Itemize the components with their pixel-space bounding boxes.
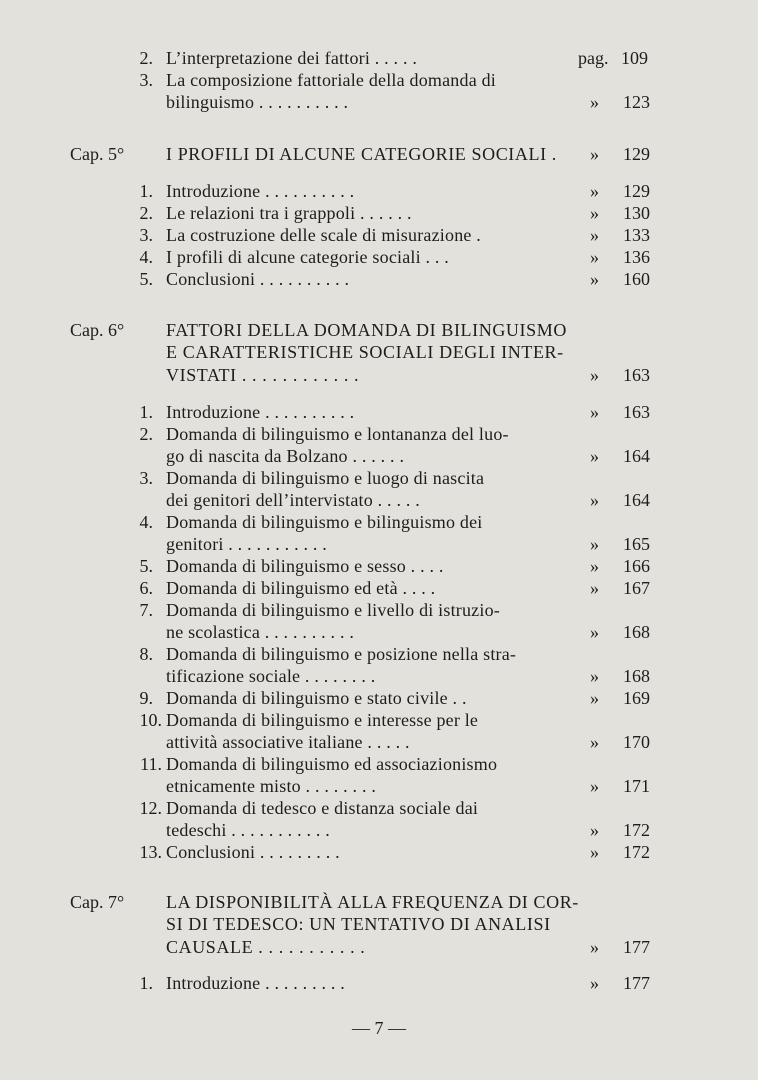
page-number-ref: 172 — [623, 820, 650, 840]
entry-title: Domanda di bilinguismo ed associazionismo — [166, 754, 498, 774]
entry-number: 3. — [139, 468, 153, 488]
entry-title: dei genitori dell’intervistato . . . . . — [166, 490, 420, 510]
entry-title: La composizione fattoriale della domanda di — [166, 70, 496, 90]
entry-number: 2. — [139, 424, 153, 444]
entry-number: 1. — [139, 181, 153, 201]
entry-title: Introduzione . . . . . . . . . . — [166, 402, 355, 422]
page-ref-marker: » — [590, 92, 599, 112]
page-ref-marker: » — [590, 402, 599, 422]
entry-title: L’interpretazione dei fattori . . . . . — [166, 48, 418, 68]
entry-number: 9. — [139, 688, 153, 708]
entry-title: La costruzione delle scale di misurazione . — [166, 225, 481, 245]
entry-title: Domanda di bilinguismo e sesso . . . . — [166, 556, 444, 576]
page-ref-marker: » — [590, 776, 599, 796]
page-ref-marker: » — [590, 578, 599, 598]
page-number-ref: 171 — [623, 776, 650, 796]
entry-number: 1. — [139, 973, 153, 993]
entry-number: 3. — [139, 225, 153, 245]
entry-title: tificazione sociale . . . . . . . . — [166, 666, 376, 686]
page-number-ref: 168 — [623, 666, 650, 686]
entry-title: VISTATI . . . . . . . . . . . . — [166, 365, 360, 385]
entry-number: 6. — [139, 578, 153, 598]
entry-number: 8. — [139, 644, 153, 664]
entry-number: 11. — [140, 754, 162, 774]
page-ref-marker: » — [590, 820, 599, 840]
entry-number: 5. — [139, 556, 153, 576]
entry-title: Domanda di bilinguismo e interesse per le — [166, 710, 479, 730]
page-number-ref: 129 — [623, 181, 650, 201]
chapter-label: Cap. 6° — [70, 320, 125, 340]
page-number-ref: 163 — [623, 365, 650, 385]
page-ref-marker: » — [590, 973, 599, 993]
entry-title: etnicamente misto . . . . . . . . — [166, 776, 377, 796]
entry-title: E CARATTERISTICHE SOCIALI DEGLI INTER- — [166, 342, 564, 362]
entry-number: 10. — [139, 710, 162, 730]
entry-number: 4. — [139, 512, 153, 532]
page-ref-marker: » — [590, 269, 599, 289]
entry-number: 3. — [139, 70, 153, 90]
page-ref-marker: » — [590, 181, 599, 201]
page-ref-marker: » — [590, 247, 599, 267]
page-ref-marker: » — [590, 732, 599, 752]
page-number-ref: 163 — [623, 402, 650, 422]
page-ref-marker: » — [590, 144, 599, 164]
entry-number: 13. — [139, 842, 162, 862]
entry-number: 2. — [139, 203, 153, 223]
page-number-ref: 169 — [623, 688, 650, 708]
entry-title: Introduzione . . . . . . . . . — [166, 973, 345, 993]
page-number-ref: 123 — [623, 92, 650, 112]
entry-title: FATTORI DELLA DOMANDA DI BILINGUISMO — [166, 320, 567, 340]
entry-title: tedeschi . . . . . . . . . . . — [166, 820, 330, 840]
page-ref-marker: » — [590, 365, 599, 385]
page-ref-marker: » — [590, 622, 599, 642]
entry-number: 1. — [139, 402, 153, 422]
entry-number: 4. — [139, 247, 153, 267]
page-number: — 7 — — [352, 1018, 406, 1038]
page-number-ref: 164 — [623, 446, 650, 466]
entry-title: Domanda di bilinguismo e posizione nella stra- — [166, 644, 517, 664]
entry-number: 7. — [139, 600, 153, 620]
entry-title: bilinguismo . . . . . . . . . . — [166, 92, 349, 112]
entry-number: 12. — [139, 798, 162, 818]
page-number-ref: 177 — [623, 973, 650, 993]
page-number-ref: 165 — [623, 534, 650, 554]
entry-title: attività associative italiane . . . . . — [166, 732, 410, 752]
page-ref-marker: » — [590, 446, 599, 466]
page-ref-marker: » — [590, 490, 599, 510]
entry-title: Domanda di tedesco e distanza sociale dai — [166, 798, 479, 818]
page-ref-marker: » — [590, 534, 599, 554]
entry-title: I PROFILI DI ALCUNE CATEGORIE SOCIALI . — [166, 144, 557, 164]
entry-title: CAUSALE . . . . . . . . . . . — [166, 937, 366, 957]
entry-title: genitori . . . . . . . . . . . — [166, 534, 327, 554]
page-ref-marker: » — [590, 203, 599, 223]
entry-title: I profili di alcune categorie sociali . . . — [166, 247, 449, 267]
page-number-ref: 164 — [623, 490, 650, 510]
entry-title: Domanda di bilinguismo e lontananza del luo- — [166, 424, 509, 444]
page-number-ref: 168 — [623, 622, 650, 642]
page-ref-marker: pag. — [578, 48, 609, 68]
entry-title: SI DI TEDESCO: UN TENTATIVO DI ANALISI — [166, 914, 551, 934]
entry-title: Domanda di bilinguismo e luogo di nascita — [166, 468, 485, 488]
entry-title: Domanda di bilinguismo e stato civile . . — [166, 688, 467, 708]
chapter-label: Cap. 7° — [70, 892, 125, 912]
entry-title: Introduzione . . . . . . . . . . — [166, 181, 355, 201]
chapter-label: Cap. 5° — [70, 144, 125, 164]
page-number-ref: 167 — [623, 578, 650, 598]
entry-title: go di nascita da Bolzano . . . . . . — [166, 446, 405, 466]
page-number-ref: 166 — [623, 556, 650, 576]
entry-title: Conclusioni . . . . . . . . . . — [166, 269, 350, 289]
page-number-ref: 177 — [623, 937, 650, 957]
page-number-ref: 160 — [623, 269, 650, 289]
page-ref-marker: » — [590, 556, 599, 576]
page-ref-marker: » — [590, 688, 599, 708]
page-ref-marker: » — [590, 842, 599, 862]
entry-title: Le relazioni tra i grappoli . . . . . . — [166, 203, 412, 223]
entry-title: Domanda di bilinguismo e bilinguismo dei — [166, 512, 483, 532]
page-number-ref: 170 — [623, 732, 650, 752]
page-number-ref: 172 — [623, 842, 650, 862]
page-number-ref: 129 — [623, 144, 650, 164]
page-number-ref: 130 — [623, 203, 650, 223]
entry-title: ne scolastica . . . . . . . . . . — [166, 622, 355, 642]
page-number-ref: 133 — [623, 225, 650, 245]
entry-title: Domanda di bilinguismo ed età . . . . — [166, 578, 436, 598]
page-ref-marker: » — [590, 937, 599, 957]
page-ref-marker: » — [590, 225, 599, 245]
entry-title: Conclusioni . . . . . . . . . — [166, 842, 340, 862]
entry-number: 2. — [139, 48, 153, 68]
entry-number: 5. — [139, 269, 153, 289]
page-number-ref: 109 — [621, 48, 648, 68]
entry-title: Domanda di bilinguismo e livello di istruzio- — [166, 600, 500, 620]
entry-title: LA DISPONIBILITÀ ALLA FREQUENZA DI COR- — [166, 892, 579, 912]
page-number-ref: 136 — [623, 247, 650, 267]
page-ref-marker: » — [590, 666, 599, 686]
